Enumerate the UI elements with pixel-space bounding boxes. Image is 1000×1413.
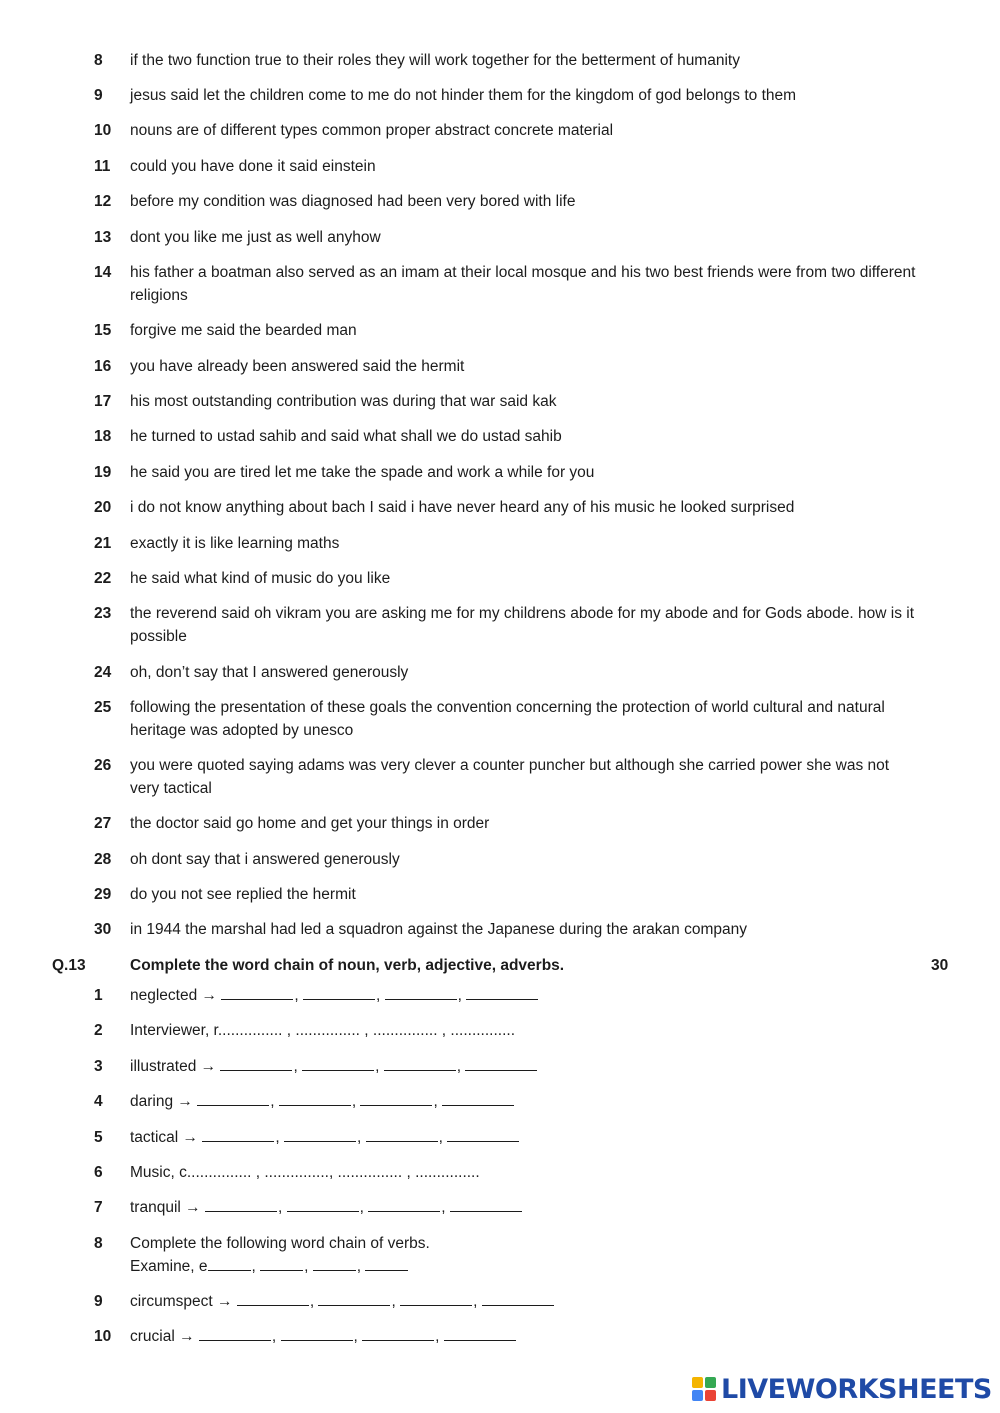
logo-square bbox=[692, 1390, 703, 1401]
answer-blank[interactable] bbox=[208, 1255, 251, 1271]
chain-text[interactable]: Interviewer, r............... , ............... , ............... , ............... bbox=[130, 1022, 516, 1039]
answer-blank[interactable] bbox=[385, 984, 457, 1000]
item-number: 8 bbox=[94, 1235, 103, 1252]
chain-word: Examine, e bbox=[130, 1258, 208, 1275]
answer-blank[interactable] bbox=[466, 984, 538, 1000]
answer-blank[interactable] bbox=[197, 1090, 269, 1106]
answer-blank[interactable] bbox=[442, 1090, 514, 1106]
answer-blank[interactable] bbox=[279, 1090, 351, 1106]
item-number: 24 bbox=[94, 664, 112, 681]
answer-blank[interactable] bbox=[199, 1325, 271, 1341]
item-number: 10 bbox=[94, 1328, 112, 1345]
item-text: he said you are tired let me take the spade and work a while for you bbox=[130, 464, 595, 481]
answer-blank[interactable] bbox=[313, 1255, 356, 1271]
item-number: 16 bbox=[94, 358, 112, 375]
item-text: he turned to ustad sahib and said what shall we do ustad sahib bbox=[130, 428, 562, 445]
item-text: in 1944 the marshal had led a squadron against the Japanese during the arakan company bbox=[130, 921, 747, 938]
item-text: if the two function true to their roles they will work together for the betterment of humanity bbox=[130, 52, 740, 69]
item-text: i do not know anything about bach I said i have never heard any of his music he looked surprised bbox=[130, 499, 795, 516]
item-number: 6 bbox=[94, 1164, 103, 1181]
item-text: following the presentation of these goals the convention concerning the protection of world cultural and natural heritage was adopted by unesco bbox=[130, 699, 885, 739]
item-text: forgive me said the bearded man bbox=[130, 322, 357, 339]
chain-word: crucial → bbox=[130, 1328, 195, 1345]
item-text: nouns are of different types common proper abstract concrete material bbox=[130, 122, 614, 139]
item-number: 15 bbox=[94, 322, 112, 339]
item-number: 19 bbox=[94, 464, 112, 481]
answer-blank[interactable] bbox=[221, 984, 293, 1000]
answer-blank[interactable] bbox=[362, 1325, 434, 1341]
item-text: the doctor said go home and get your things in order bbox=[130, 815, 490, 832]
answer-blank[interactable] bbox=[260, 1255, 303, 1271]
item-number: 9 bbox=[94, 1293, 103, 1310]
item-text: his most outstanding contribution was during that war said kak bbox=[130, 393, 557, 410]
item-text: could you have done it said einstein bbox=[130, 158, 376, 175]
answer-blank[interactable] bbox=[447, 1126, 519, 1142]
chain-word: daring → bbox=[130, 1093, 193, 1110]
item-text: dont you like me just as well anyhow bbox=[130, 229, 381, 246]
logo-square bbox=[692, 1377, 703, 1388]
answer-blank[interactable] bbox=[482, 1290, 554, 1306]
chain-word: tactical → bbox=[130, 1129, 199, 1146]
answer-blank[interactable] bbox=[220, 1055, 292, 1071]
logo-square bbox=[705, 1390, 716, 1401]
item-number: 4 bbox=[94, 1093, 103, 1110]
answer-blank[interactable] bbox=[444, 1325, 516, 1341]
answer-blank[interactable] bbox=[318, 1290, 390, 1306]
question-title: Complete the word chain of noun, verb, adjective, adverbs. bbox=[130, 957, 565, 974]
item-number: 11 bbox=[94, 158, 111, 175]
item-number: 13 bbox=[94, 229, 112, 246]
item-text: his father a boatman also served as an imam at their local mosque and his two best friends were from two different religions bbox=[130, 264, 916, 304]
item-text: jesus said let the children come to me do not hinder them for the kingdom of god belongs to them bbox=[130, 87, 797, 104]
answer-blank[interactable] bbox=[366, 1126, 438, 1142]
item-number: 21 bbox=[94, 535, 112, 552]
answer-blank[interactable] bbox=[400, 1290, 472, 1306]
item-number: 25 bbox=[94, 699, 112, 716]
item-number: 17 bbox=[94, 393, 112, 410]
item-text: you have already been answered said the hermit bbox=[130, 358, 465, 375]
item-text: do you not see replied the hermit bbox=[130, 886, 356, 903]
item-number: 1 bbox=[94, 987, 103, 1004]
chain-word: circumspect → bbox=[130, 1293, 233, 1310]
answer-blank[interactable] bbox=[302, 1055, 374, 1071]
question-marks: 30 bbox=[931, 957, 949, 974]
chain-text[interactable]: Music, c............... , ..............., ............... , ............... bbox=[130, 1164, 480, 1181]
answer-blank[interactable] bbox=[237, 1290, 309, 1306]
answer-blank[interactable] bbox=[281, 1325, 353, 1341]
answer-blank[interactable] bbox=[365, 1255, 408, 1271]
item-number: 9 bbox=[94, 87, 103, 104]
item-number: 26 bbox=[94, 757, 112, 774]
item-number: 29 bbox=[94, 886, 112, 903]
item-number: 23 bbox=[94, 605, 112, 622]
answer-blank[interactable] bbox=[303, 984, 375, 1000]
answer-blank[interactable] bbox=[287, 1196, 359, 1212]
item-text: before my condition was diagnosed had been very bored with life bbox=[130, 193, 576, 210]
answer-blank[interactable] bbox=[384, 1055, 456, 1071]
item-number: 18 bbox=[94, 428, 112, 445]
chain-word: illustrated → bbox=[130, 1058, 217, 1075]
item-number: 30 bbox=[94, 921, 112, 938]
chain-word: tranquil → bbox=[130, 1199, 201, 1216]
item-number: 12 bbox=[94, 193, 112, 210]
liveworksheets-logo[interactable] bbox=[692, 1372, 992, 1406]
logo-square bbox=[705, 1377, 716, 1388]
logo-text: LIVEWORKSHEETS bbox=[721, 1373, 992, 1405]
item-text: you were quoted saying adams was very clever a counter puncher but although she carried power she was not very tactical bbox=[130, 757, 890, 797]
item-text: oh dont say that i answered generously bbox=[130, 851, 400, 868]
answer-blank[interactable] bbox=[205, 1196, 277, 1212]
item-number: 27 bbox=[94, 815, 112, 832]
logo-grid-icon bbox=[692, 1377, 716, 1401]
item-number: 8 bbox=[94, 52, 103, 69]
item-number: 14 bbox=[94, 264, 112, 281]
item-number: 3 bbox=[94, 1058, 103, 1075]
item-text: the reverend said oh vikram you are asking me for my childrens abode for my abode and for Gods abode. how is it possible bbox=[130, 605, 915, 645]
answer-blank[interactable] bbox=[368, 1196, 440, 1212]
item-text: exactly it is like learning maths bbox=[130, 535, 340, 552]
answer-blank[interactable] bbox=[284, 1126, 356, 1142]
item-number: 2 bbox=[94, 1022, 103, 1039]
question-number: Q.13 bbox=[52, 957, 86, 974]
answer-blank[interactable] bbox=[360, 1090, 432, 1106]
item-text: oh, don’t say that I answered generously bbox=[130, 664, 409, 681]
item-text: he said what kind of music do you like bbox=[130, 570, 391, 587]
item-number: 5 bbox=[94, 1129, 103, 1146]
chain-word: neglected → bbox=[130, 987, 218, 1004]
item-number: 22 bbox=[94, 570, 112, 587]
item-number: 28 bbox=[94, 851, 112, 868]
item-number: 20 bbox=[94, 499, 112, 516]
item-number: 7 bbox=[94, 1199, 103, 1216]
chain-instruction: Complete the following word chain of verbs. bbox=[130, 1235, 430, 1252]
answer-blank[interactable] bbox=[450, 1196, 522, 1212]
answer-blank[interactable] bbox=[202, 1126, 274, 1142]
item-number: 10 bbox=[94, 122, 112, 139]
answer-blank[interactable] bbox=[465, 1055, 537, 1071]
